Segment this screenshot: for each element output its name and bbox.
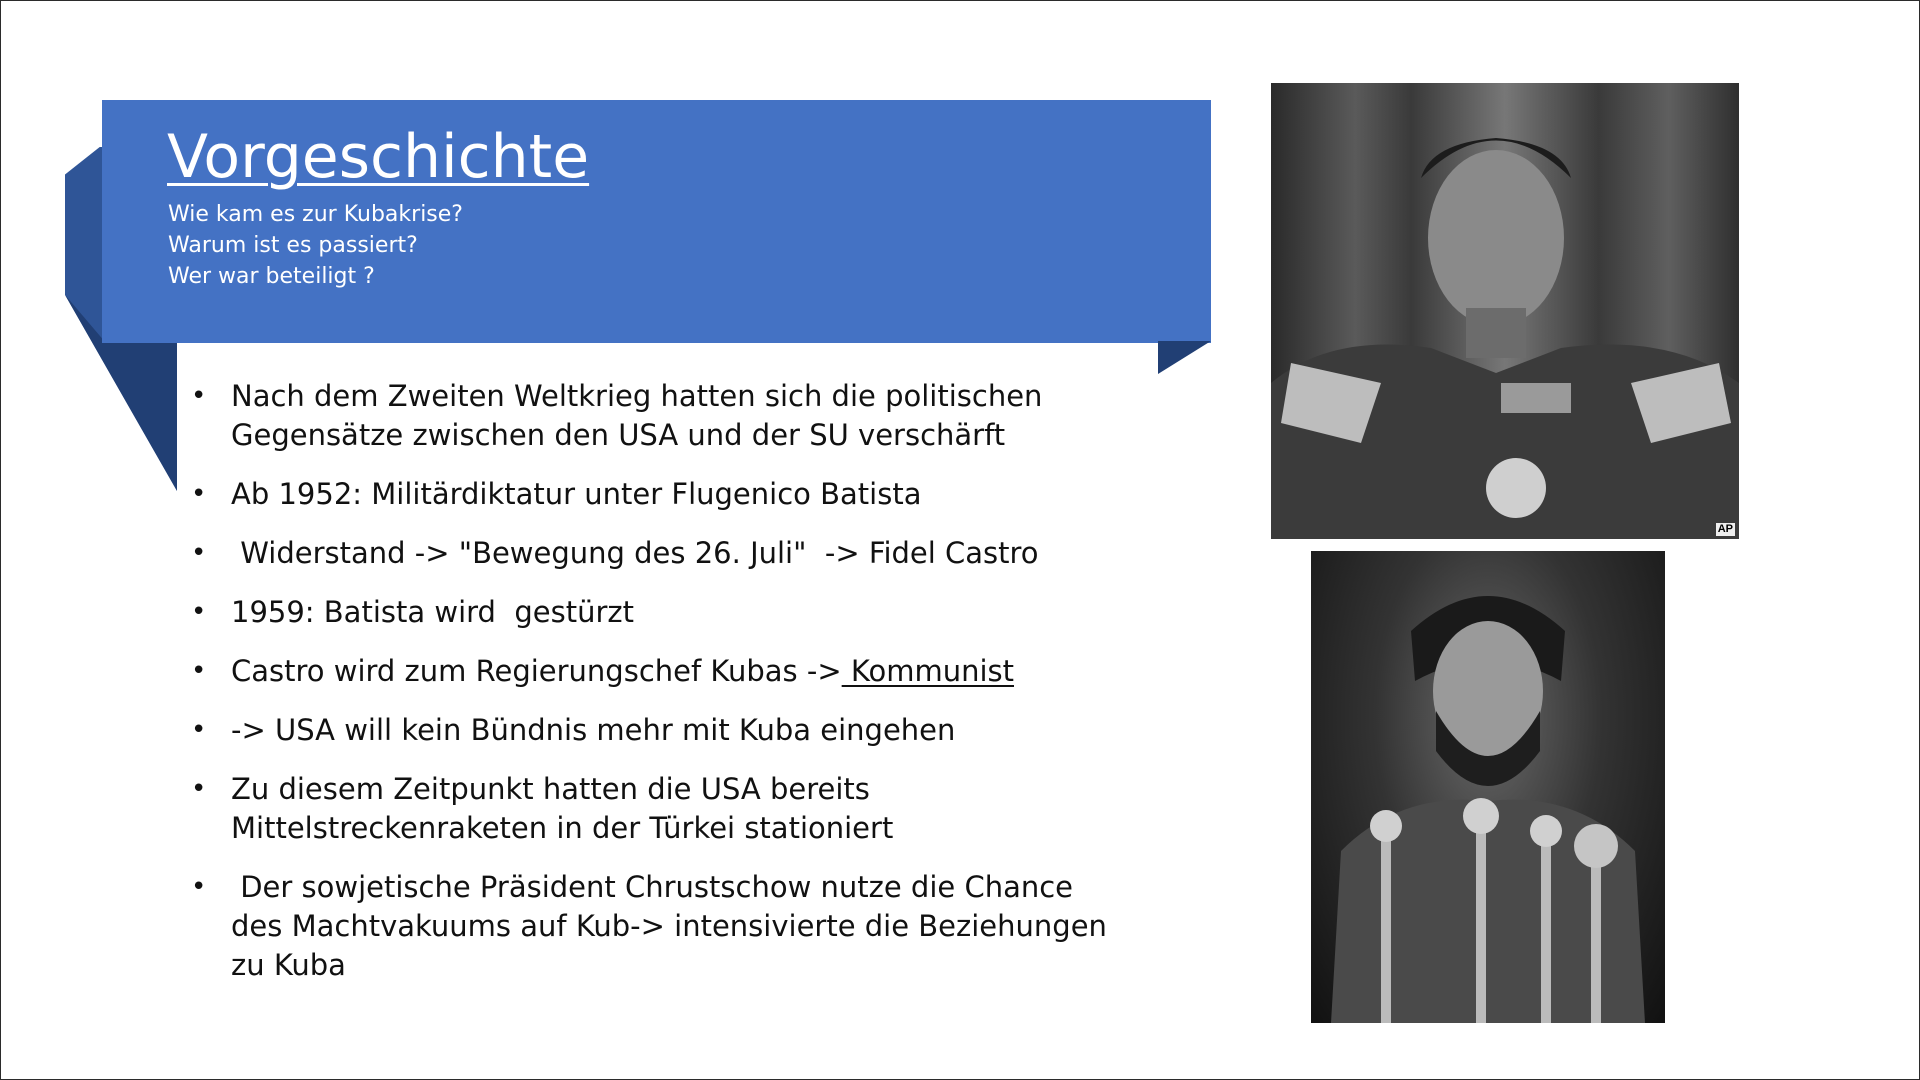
portrait-photo-officer — [1271, 83, 1739, 539]
bullet-text: Castro wird zum Regierungschef Kubas -> — [231, 654, 842, 688]
bullet-line: Mittelstreckenraketen in der Türkei stationiert — [231, 811, 894, 845]
bullet-line: Zu diesem Zeitpunkt hatten die USA bereits — [231, 772, 870, 806]
slide-subtitle — [168, 199, 463, 292]
subtitle-line: Wie kam es zur Kubakrise? — [168, 202, 463, 227]
portrait-photo-speaker — [1311, 551, 1665, 1023]
bullet-item — [191, 377, 1121, 455]
photo-credit: AP — [1717, 523, 1733, 535]
bullet-item — [191, 770, 1121, 848]
ribbon-right-fold — [1158, 341, 1211, 374]
bullet-item — [191, 711, 1121, 750]
officer-silhouette — [1271, 83, 1739, 539]
bullet-item — [191, 868, 1121, 985]
bullet-item — [191, 534, 1121, 573]
bullet-line: Der sowjetische Präsident Chrustschow nutze die Chance — [231, 870, 1074, 904]
speaker-silhouette — [1311, 551, 1665, 1023]
bullet-list — [191, 377, 1121, 985]
bullet-text: 1959: Batista wird gestürzt — [231, 595, 635, 629]
bullet-line: des Machtvakuums auf Kub-> intensivierte die Beziehungen — [231, 909, 1107, 943]
bullet-line: zu Kuba — [231, 948, 346, 982]
subtitle-line: Warum ist es passiert? — [168, 233, 418, 258]
bullet-text: Widerstand -> "Bewegung des 26. Juli" -> Fidel Castro — [231, 536, 1039, 570]
subtitle-line: Wer war beteiligt ? — [168, 264, 375, 289]
bullet-item — [191, 593, 1121, 632]
bullet-text: Ab 1952: Militärdiktatur unter Flugenico Batista — [231, 477, 922, 511]
bullet-text: -> USA will kein Bündnis mehr mit Kuba eingehen — [231, 713, 956, 747]
slide-title: Vorgeschichte — [167, 122, 590, 192]
bullet-item — [191, 652, 1121, 691]
bullet-underlined-term: Kommunist — [841, 654, 1014, 688]
bullet-line: Nach dem Zweiten Weltkrieg hatten sich die politischen — [231, 379, 1043, 413]
bullet-item — [191, 475, 1121, 514]
bullet-line: Gegensätze zwischen den USA und der SU verschärft — [231, 418, 1006, 452]
